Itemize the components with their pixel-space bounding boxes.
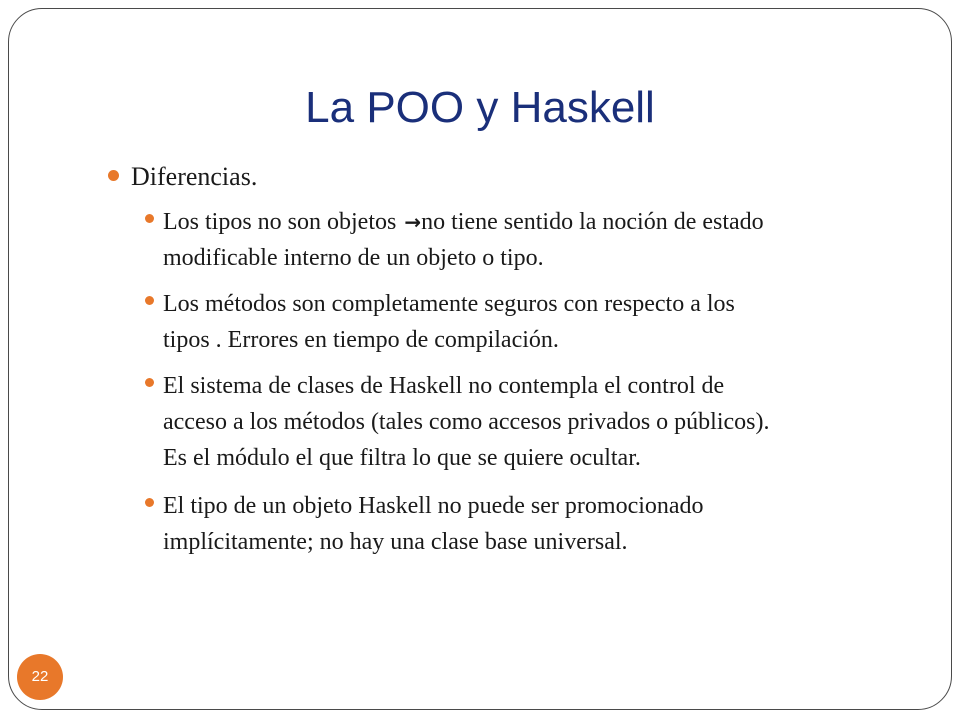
list-item-text: no tiene sentido la noción de estado	[421, 209, 764, 235]
list-item-line: El sistema de clases de Haskell no contempla el control de	[163, 373, 725, 399]
bullet-dot-icon	[145, 378, 154, 387]
list-item	[163, 368, 903, 476]
list-item-line: Es el módulo el que filtra lo que se quiere ocultar.	[163, 445, 641, 471]
list-item-line	[163, 204, 903, 240]
bullet-dot-icon	[145, 498, 154, 507]
list-item-text: Los tipos no son objetos	[163, 209, 403, 235]
list-item-line: acceso a los métodos (tales como accesos privados o públicos).	[163, 409, 770, 435]
heading-bullet-text: Diferencias.	[131, 162, 258, 191]
right-arrow-icon: →	[404, 210, 422, 234]
list-item	[163, 286, 903, 358]
list-item-line: implícitamente; no hay una clase base universal.	[163, 529, 628, 555]
list-item	[163, 488, 903, 560]
list-item	[163, 204, 903, 276]
list-item-line: modificable interno de un objeto o tipo.	[163, 245, 544, 271]
list-item-line: El tipo de un objeto Haskell no puede ser promocionado	[163, 493, 704, 519]
list-item-line: Los métodos son completamente seguros con respecto a los	[163, 291, 735, 317]
bullet-dot-icon	[108, 170, 119, 181]
bullet-dot-icon	[145, 214, 154, 223]
page-number-badge: 22	[17, 654, 63, 700]
bullet-dot-icon	[145, 296, 154, 305]
list-item-line: tipos . Errores en tiempo de compilación.	[163, 327, 559, 353]
slide-title: La POO y Haskell	[305, 83, 655, 132]
